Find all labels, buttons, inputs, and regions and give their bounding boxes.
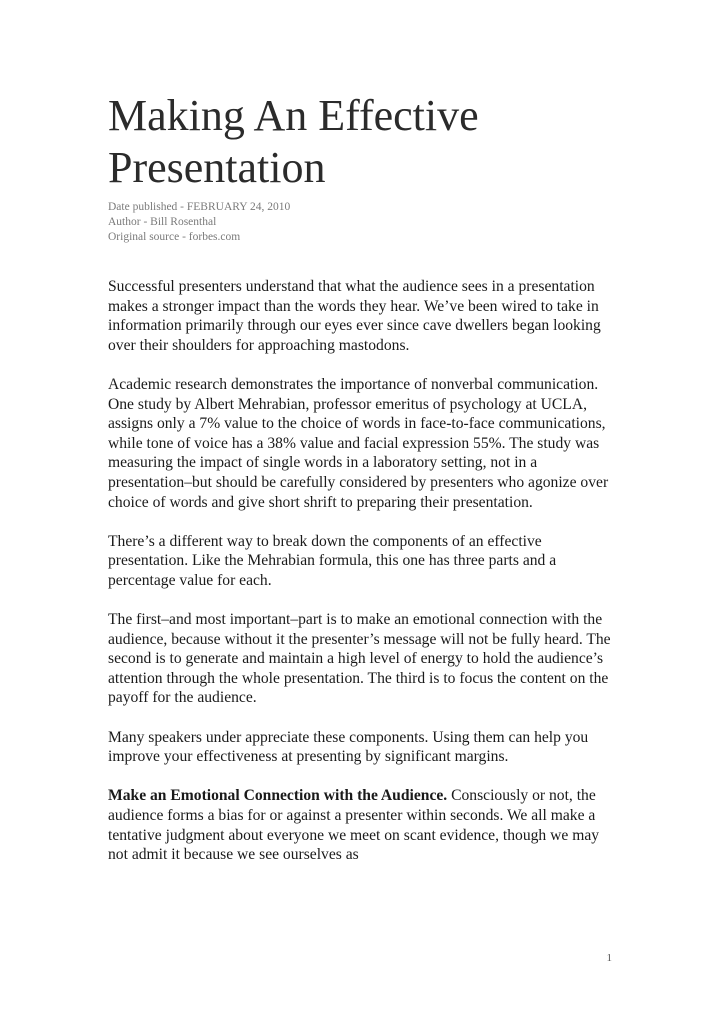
document-body — [108, 277, 612, 884]
document-title: Making An Effective Presentation — [108, 91, 479, 192]
original-source: Original source - forbes.com — [108, 231, 241, 243]
date-published: Date published - FEBRUARY 24, 2010 — [108, 201, 291, 213]
author: Author - Bill Rosenthal — [108, 216, 217, 228]
page-number: 1 — [606, 952, 612, 964]
section-paragraph — [108, 786, 612, 864]
paragraph: There’s a different way to break down the components of an effective presentation. Like the Mehrabian formula, this one has three parts and a percentage value for each. — [108, 532, 557, 589]
paragraph: Many speakers under appreciate these components. Using them can help you improve your effectiveness at presenting by significant margins. — [108, 728, 589, 766]
section-text: Consciously or not, the audience forms a bias for or against a presenter within seconds. We all make a tentative judgment about everyone we meet on scant evidence, though we may not admit it because we see ourselves as — [108, 787, 600, 864]
section-heading: Make an Emotional Connection with the Audience. — [108, 787, 448, 805]
paragraph: Academic research demonstrates the importance of nonverbal communication. One study by Albert Mehrabian, professor emeritus of psychology at UCLA, assigns only a 7% value to the choice of words in face-to-face communications, while tone of voice has a 38% value and facial expression 55%. The study was measuring the impact of single words in a laboratory setting, not in a presentation–but should be carefully considered by presenters who agonize over choice of words and give short shrift to preparing their presentation. — [108, 375, 609, 511]
document-meta — [108, 200, 290, 245]
paragraph: The first–and most important–part is to make an emotional connection with the audience, because without it the presenter’s message will not be fully heard. The second is to generate and maintain a high level of energy to hold the audience’s attention through the whole presentation. The third is to focus the content on the payoff for the audience. — [108, 611, 611, 707]
paragraph: Successful presenters understand that what the audience sees in a presentation makes a stronger impact than the words they hear. We’ve been wired to take in information primarily through our eyes ever since cave dwellers began looking over their shoulders for approaching mastodons. — [108, 278, 601, 354]
